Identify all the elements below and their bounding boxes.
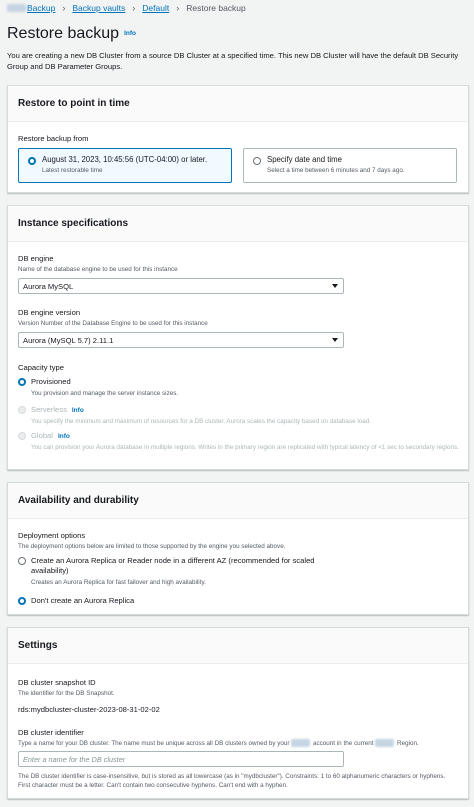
caret-down-icon [332,284,338,288]
identifier-constraints: The DB cluster identifier is case-insensitive, but is stored as all lowercase (as in "mydbcluster"). Constraints: 1 to 60 alphanumeric characters or hyphens. First character must be a letter. Can't contain two consecutive hyphens. Can't end with a hyphen. [18,773,446,789]
availability-panel [7,482,469,615]
chevron-right-icon: › [62,3,66,13]
replica-desc: Creates an Aurora Replica for fast failover and high availability. [31,579,206,586]
identifier-placeholder: Enter a name for the DB cluster [23,754,126,764]
provisioned-title: Provisioned [31,377,71,386]
restore-latest-radio[interactable] [28,157,36,165]
global-info-link[interactable]: Info [57,432,70,440]
identifier-desc [18,739,419,748]
capacity-serverless [18,405,458,427]
deploy-desc: The deployment options below are limited to those supported by the engine you selected above. [18,543,286,550]
snapshot-value: rds:mydbcluster-cluster-2023-08-31-02-02 [18,705,160,714]
breadcrumb-default[interactable]: Default [142,3,170,13]
capacity-global [18,431,458,463]
restore-specify-tile[interactable] [243,148,457,183]
global-desc: You can provision your Aurora database in multiple regions. Writes in the primary region are replicated with typical latency of <1 sec to secondary regions. [31,444,459,451]
serverless-title-text: Serverless [31,405,67,414]
engine-select-value: Aurora MySQL [23,281,74,291]
serverless-desc: You specify the minimum and maximum of resources for a DB cluster. Aurora scales the capacity based on database load. [31,418,371,425]
page-info-link[interactable]: Info [124,30,136,38]
restore-specify-radio[interactable] [253,157,261,165]
settings-panel [7,627,469,799]
version-label: DB engine version [18,308,81,317]
caret-down-icon [332,338,338,342]
instance-panel-header: Instance specifications [8,206,468,242]
global-title-text: Global [31,431,53,440]
engine-select[interactable] [18,278,344,294]
page-intro: You are creating a new DB Cluster from a source DB Cluster at a specified time. This new DB Cluster will have the default DB Security Group and DB Parameter Groups. [7,51,459,71]
restore-latest-title: August 31, 2023, 10:45:56 (UTC-04:00) or later. [42,155,208,164]
no-replica-radio[interactable] [18,597,26,605]
version-select-value: Aurora (MySQL 5.7) 2.11.1 [23,335,114,345]
page-title-text: Restore backup [7,25,120,42]
identifier-label: DB cluster identifier [18,728,84,737]
settings-panel-header: Settings [8,628,468,664]
breadcrumb [7,3,246,13]
engine-desc: Name of the database engine to be used for this instance [18,266,178,273]
replica-radio[interactable] [18,557,26,565]
instance-panel [7,205,469,470]
replica-title-line2: availability) [31,566,69,575]
chevron-right-icon: › [132,3,136,13]
deploy-label: Deployment options [18,531,86,540]
redacted-text [375,739,394,747]
identifier-desc-a: Type a name for your DB cluster. The name must be unique across all DB clusters owned by your [18,740,290,747]
engine-label: DB engine [18,254,54,263]
availability-panel-header: Availability and durability [8,483,468,519]
deploy-replica-option[interactable] [18,556,458,590]
redacted-text [7,4,26,12]
no-replica-title: Don't create an Aurora Replica [31,596,135,605]
snapshot-label: DB cluster snapshot ID [18,678,96,687]
version-desc: Version Number of the Database Engine to be used for this instance [18,320,208,327]
breadcrumb-current: Restore backup [186,3,246,13]
redacted-text [291,739,310,747]
restore-panel [7,85,469,193]
restore-latest-desc: Latest restorable time [42,167,103,174]
capacity-label: Capacity type [18,363,65,372]
chevron-right-icon: › [176,3,180,13]
deploy-no-replica-option[interactable] [18,596,458,608]
serverless-info-link[interactable]: Info [71,406,84,414]
snapshot-desc: The identifier for the DB Snapshot. [18,690,115,697]
identifier-desc-c: Region. [397,740,419,747]
global-radio [18,432,26,440]
capacity-provisioned[interactable] [18,377,458,399]
page-title [7,25,136,43]
version-select[interactable] [18,332,344,348]
serverless-title [31,405,84,414]
restore-specify-title: Specify date and time [267,155,342,164]
global-title [31,431,70,440]
restore-panel-header: Restore to point in time [8,86,468,122]
restore-latest-tile[interactable] [18,148,232,183]
identifier-input[interactable] [18,751,344,767]
provisioned-radio[interactable] [18,378,26,386]
breadcrumb-backup-vaults[interactable]: Backup vaults [72,3,126,13]
restore-specify-desc: Select a time between 6 minutes and 7 days ago. [267,167,405,174]
breadcrumb-backup[interactable]: Backup [27,3,56,13]
restore-from-label: Restore backup from [18,134,89,143]
serverless-radio [18,406,26,414]
identifier-desc-b: account in the current [312,740,374,747]
replica-title-line1: Create an Aurora Replica or Reader node in a different AZ (recommended for scaled [31,556,315,565]
provisioned-desc: You provision and manage the server instance sizes. [31,390,179,397]
